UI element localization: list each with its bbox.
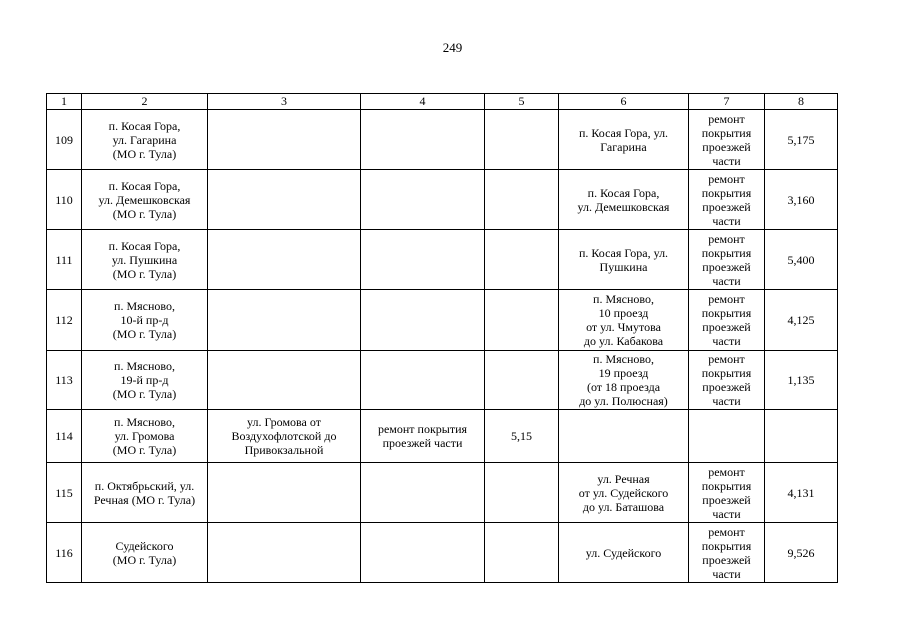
section-cell bbox=[208, 463, 361, 523]
section-cell-text: ул. Громова от Воздухофлотской до Привокзальной bbox=[231, 415, 337, 457]
location-cell bbox=[559, 463, 689, 523]
value-cell-text: 5,175 bbox=[787, 132, 815, 147]
repair-type-cell-text: ремонт покрытия проезжей части bbox=[701, 464, 752, 521]
location-cell-text: ул. Судейского bbox=[585, 545, 662, 560]
length-cell bbox=[485, 463, 559, 523]
location-cell bbox=[559, 110, 689, 170]
location-cell bbox=[559, 290, 689, 351]
table-row bbox=[47, 463, 838, 523]
work-cell bbox=[361, 523, 485, 583]
work-cell bbox=[361, 230, 485, 290]
table-row bbox=[47, 290, 838, 351]
value-cell bbox=[765, 110, 838, 170]
row-number-text: 112 bbox=[55, 313, 73, 327]
value-cell bbox=[765, 230, 838, 290]
row-number-text: 116 bbox=[55, 545, 73, 560]
page-number: 249 bbox=[442, 40, 463, 55]
repair-type-cell-text: ремонт покрытия проезжей части bbox=[701, 231, 752, 288]
work-cell bbox=[361, 410, 485, 463]
value-cell-text: 1,135 bbox=[787, 373, 815, 387]
row-number-text: 115 bbox=[55, 485, 73, 500]
repair-type-cell-text: ремонт покрытия проезжей части bbox=[701, 111, 752, 168]
location-cell-text: п. Мясново, 19 проезд (от 18 проезда до ул. Полюсная) bbox=[579, 352, 668, 408]
length-cell bbox=[485, 410, 559, 463]
place-cell-text: п. Мясново, 19-й пр-д (МО г. Тула) bbox=[112, 359, 177, 401]
row-number-text: 113 bbox=[55, 373, 73, 387]
column-header: 5 bbox=[485, 94, 559, 110]
column-header: 1 bbox=[47, 94, 82, 110]
place-cell bbox=[82, 110, 208, 170]
repair-type-cell bbox=[689, 410, 765, 463]
place-cell-text: Судейского (МО г. Тула) bbox=[112, 538, 177, 567]
place-cell-text: п. Косая Гора, ул. Гагарина (МО г. Тула) bbox=[108, 118, 181, 161]
work-cell bbox=[361, 110, 485, 170]
column-header: 3 bbox=[208, 94, 361, 110]
repair-type-cell-text: ремонт покрытия проезжей части bbox=[701, 352, 752, 408]
repair-type-cell bbox=[689, 170, 765, 230]
section-cell bbox=[208, 410, 361, 463]
work-cell bbox=[361, 351, 485, 410]
section-cell bbox=[208, 523, 361, 583]
column-header: 7 bbox=[689, 94, 765, 110]
place-cell-text: п. Косая Гора, ул. Пушкина (МО г. Тула) bbox=[108, 238, 181, 281]
place-cell-text: п. Мясново, ул. Громова (МО г. Тула) bbox=[112, 415, 177, 457]
row-number bbox=[47, 170, 82, 230]
table-row bbox=[47, 523, 838, 583]
location-cell bbox=[559, 170, 689, 230]
row-number bbox=[47, 351, 82, 410]
place-cell-text: п. Косая Гора, ул. Демешковская (МО г. Тула) bbox=[98, 178, 191, 221]
location-cell bbox=[559, 523, 689, 583]
value-cell bbox=[765, 523, 838, 583]
value-cell bbox=[765, 463, 838, 523]
column-header: 2 bbox=[82, 94, 208, 110]
row-number bbox=[47, 523, 82, 583]
value-cell bbox=[765, 351, 838, 410]
location-cell-text: п. Мясново, 10 проезд от ул. Чмутова до ул. Кабакова bbox=[583, 292, 664, 348]
location-cell bbox=[559, 230, 689, 290]
column-header: 8 bbox=[765, 94, 838, 110]
place-cell bbox=[82, 463, 208, 523]
column-header: 4 bbox=[361, 94, 485, 110]
repair-type-cell-text: ремонт покрытия проезжей части bbox=[701, 292, 752, 348]
road-repair-table bbox=[46, 93, 838, 583]
repair-type-cell bbox=[689, 230, 765, 290]
place-cell bbox=[82, 290, 208, 351]
value-cell-text: 9,526 bbox=[787, 545, 815, 560]
row-number-text: 110 bbox=[55, 192, 73, 207]
row-number bbox=[47, 110, 82, 170]
value-cell bbox=[765, 410, 838, 463]
repair-type-cell bbox=[689, 110, 765, 170]
section-cell bbox=[208, 351, 361, 410]
value-cell bbox=[765, 290, 838, 351]
table-row bbox=[47, 410, 838, 463]
work-cell bbox=[361, 170, 485, 230]
value-cell-text: 4,125 bbox=[787, 313, 815, 327]
place-cell bbox=[82, 230, 208, 290]
length-cell bbox=[485, 290, 559, 351]
place-cell bbox=[82, 170, 208, 230]
repair-type-cell bbox=[689, 290, 765, 351]
table-row bbox=[47, 170, 838, 230]
row-number bbox=[47, 463, 82, 523]
work-cell-text: ремонт покрытия проезжей части bbox=[377, 422, 468, 450]
value-cell-text: 4,131 bbox=[787, 485, 815, 500]
column-header: 6 bbox=[559, 94, 689, 110]
location-cell-text: п. Косая Гора, ул. Пушкина bbox=[578, 245, 669, 274]
location-cell-text: ул. Речная от ул. Судейского до ул. Баташова bbox=[578, 471, 669, 514]
place-cell-text: п. Октябрьский, ул. Речная (МО г. Тула) bbox=[93, 478, 196, 507]
place-cell-text: п. Мясново, 10-й пр-д (МО г. Тула) bbox=[112, 299, 177, 341]
table-row bbox=[47, 110, 838, 170]
work-cell bbox=[361, 290, 485, 351]
header-row bbox=[47, 94, 838, 110]
value-cell-text: 3,160 bbox=[787, 192, 815, 207]
work-cell bbox=[361, 463, 485, 523]
section-cell bbox=[208, 170, 361, 230]
location-cell-text: п. Косая Гора, ул. Демешковская bbox=[577, 185, 670, 214]
place-cell bbox=[82, 410, 208, 463]
section-cell bbox=[208, 230, 361, 290]
row-number-text: 109 bbox=[55, 132, 73, 147]
table-row bbox=[47, 230, 838, 290]
repair-type-cell bbox=[689, 351, 765, 410]
row-number-text: 111 bbox=[55, 252, 73, 267]
repair-type-cell-text: ремонт покрытия проезжей части bbox=[701, 171, 752, 228]
location-cell bbox=[559, 410, 689, 463]
repair-type-cell-text: ремонт покрытия проезжей части bbox=[701, 524, 752, 581]
length-cell bbox=[485, 351, 559, 410]
section-cell bbox=[208, 110, 361, 170]
row-number bbox=[47, 410, 82, 463]
length-cell bbox=[485, 110, 559, 170]
section-cell bbox=[208, 290, 361, 351]
location-cell-text: п. Косая Гора, ул. Гагарина bbox=[578, 125, 669, 154]
length-cell-text: 5,15 bbox=[511, 429, 532, 443]
repair-type-cell bbox=[689, 463, 765, 523]
row-number bbox=[47, 290, 82, 351]
table-row bbox=[47, 351, 838, 410]
location-cell bbox=[559, 351, 689, 410]
value-cell-text: 5,400 bbox=[787, 252, 815, 267]
length-cell bbox=[485, 523, 559, 583]
length-cell bbox=[485, 170, 559, 230]
place-cell bbox=[82, 351, 208, 410]
row-number bbox=[47, 230, 82, 290]
repair-type-cell bbox=[689, 523, 765, 583]
value-cell bbox=[765, 170, 838, 230]
row-number-text: 114 bbox=[55, 429, 73, 443]
place-cell bbox=[82, 523, 208, 583]
length-cell bbox=[485, 230, 559, 290]
